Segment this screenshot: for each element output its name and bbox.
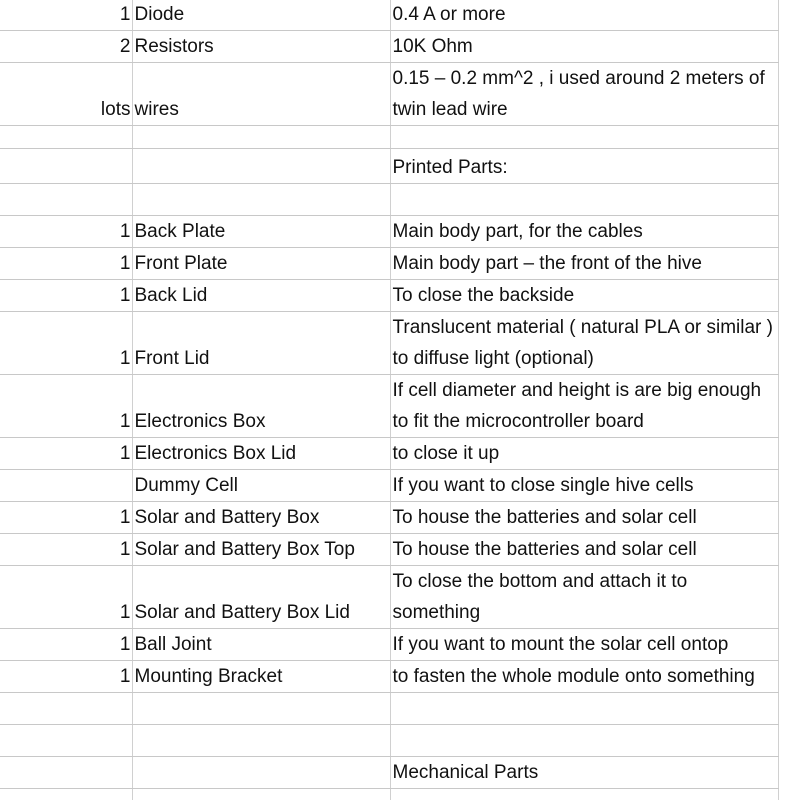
part-name-cell[interactable] [132, 693, 390, 725]
part-name-cell[interactable]: Electronics Box [132, 375, 390, 438]
quantity-cell[interactable]: 1 [0, 629, 132, 661]
quantity-cell[interactable]: 1 [0, 534, 132, 566]
part-name-cell[interactable] [132, 757, 390, 789]
description-cell[interactable]: To close the backside [390, 280, 778, 312]
description-cell[interactable] [390, 725, 778, 757]
table-row [0, 534, 778, 566]
table-row [0, 63, 778, 126]
part-name-cell[interactable]: Ball Joint [132, 629, 390, 661]
part-name-cell[interactable] [132, 725, 390, 757]
table-row [0, 661, 778, 693]
part-name-cell[interactable] [132, 126, 390, 149]
table-row [0, 248, 778, 280]
quantity-cell[interactable]: 1 [0, 502, 132, 534]
part-name-cell[interactable]: Front Plate [132, 248, 390, 280]
quantity-cell[interactable]: 1 [0, 661, 132, 693]
part-name-cell[interactable]: Solar and Battery Box Lid [132, 566, 390, 629]
quantity-cell[interactable]: 1 [0, 280, 132, 312]
part-name-cell[interactable] [132, 184, 390, 216]
description-cell[interactable] [390, 789, 778, 800]
part-name-cell[interactable]: Dummy Cell [132, 470, 390, 502]
table-row [0, 149, 778, 184]
table-row [0, 0, 778, 31]
quantity-cell[interactable]: 1 [0, 566, 132, 629]
table-row [0, 31, 778, 63]
description-cell[interactable]: If cell diameter and height is are big enough to fit the microcontroller board [390, 375, 778, 438]
quantity-cell[interactable]: 1 [0, 0, 132, 31]
quantity-cell[interactable]: 1 [0, 216, 132, 248]
description-cell[interactable]: to close it up [390, 438, 778, 470]
part-name-cell[interactable]: Back Lid [132, 280, 390, 312]
description-cell[interactable]: To house the batteries and solar cell [390, 534, 778, 566]
table-row [0, 693, 778, 725]
table-row [0, 502, 778, 534]
description-cell[interactable]: Main body part, for the cables [390, 216, 778, 248]
part-name-cell[interactable]: Back Plate [132, 216, 390, 248]
quantity-cell[interactable]: 2 [0, 31, 132, 63]
table-row [0, 757, 778, 789]
part-name-cell[interactable] [132, 789, 390, 800]
part-name-cell[interactable]: wires [132, 63, 390, 126]
quantity-cell[interactable]: 1 [0, 312, 132, 375]
description-cell[interactable]: 10K Ohm [390, 31, 778, 63]
quantity-cell[interactable]: 1 [0, 438, 132, 470]
part-name-cell[interactable]: Solar and Battery Box [132, 502, 390, 534]
table-row [0, 216, 778, 248]
quantity-cell[interactable]: 1 [0, 375, 132, 438]
description-cell[interactable]: Printed Parts: [390, 149, 778, 184]
table-row [0, 789, 778, 800]
table-row [0, 375, 778, 438]
quantity-cell[interactable] [0, 757, 132, 789]
description-cell[interactable]: If you want to close single hive cells [390, 470, 778, 502]
quantity-cell[interactable] [0, 693, 132, 725]
table-row [0, 725, 778, 757]
table-row [0, 629, 778, 661]
quantity-cell[interactable] [0, 470, 132, 502]
table-row [0, 126, 778, 149]
table-row [0, 312, 778, 375]
table-row [0, 566, 778, 629]
description-cell[interactable]: 0.4 A or more [390, 0, 778, 31]
quantity-cell[interactable] [0, 126, 132, 149]
description-cell[interactable]: Mechanical Parts [390, 757, 778, 789]
table-row [0, 470, 778, 502]
quantity-cell[interactable] [0, 149, 132, 184]
part-name-cell[interactable]: Resistors [132, 31, 390, 63]
part-name-cell[interactable]: Diode [132, 0, 390, 31]
part-name-cell[interactable]: Front Lid [132, 312, 390, 375]
description-cell[interactable] [390, 184, 778, 216]
description-cell[interactable]: Main body part – the front of the hive [390, 248, 778, 280]
part-name-cell[interactable]: Electronics Box Lid [132, 438, 390, 470]
description-cell[interactable]: To close the bottom and attach it to something [390, 566, 778, 629]
description-cell[interactable]: If you want to mount the solar cell ontop [390, 629, 778, 661]
quantity-cell[interactable] [0, 184, 132, 216]
quantity-cell[interactable] [0, 725, 132, 757]
description-cell[interactable]: to fasten the whole module onto something [390, 661, 778, 693]
part-name-cell[interactable]: Solar and Battery Box Top [132, 534, 390, 566]
description-cell[interactable]: 0.15 – 0.2 mm^2 , i used around 2 meters of twin lead wire [390, 63, 778, 126]
part-name-cell[interactable]: Mounting Bracket [132, 661, 390, 693]
quantity-cell[interactable] [0, 789, 132, 800]
quantity-cell[interactable]: lots [0, 63, 132, 126]
table-row [0, 438, 778, 470]
table-row [0, 184, 778, 216]
quantity-cell[interactable]: 1 [0, 248, 132, 280]
table-row [0, 280, 778, 312]
part-name-cell[interactable] [132, 149, 390, 184]
description-cell[interactable]: Translucent material ( natural PLA or similar ) to diffuse light (optional) [390, 312, 778, 375]
description-cell[interactable] [390, 693, 778, 725]
description-cell[interactable] [390, 126, 778, 149]
description-cell[interactable]: To house the batteries and solar cell [390, 502, 778, 534]
